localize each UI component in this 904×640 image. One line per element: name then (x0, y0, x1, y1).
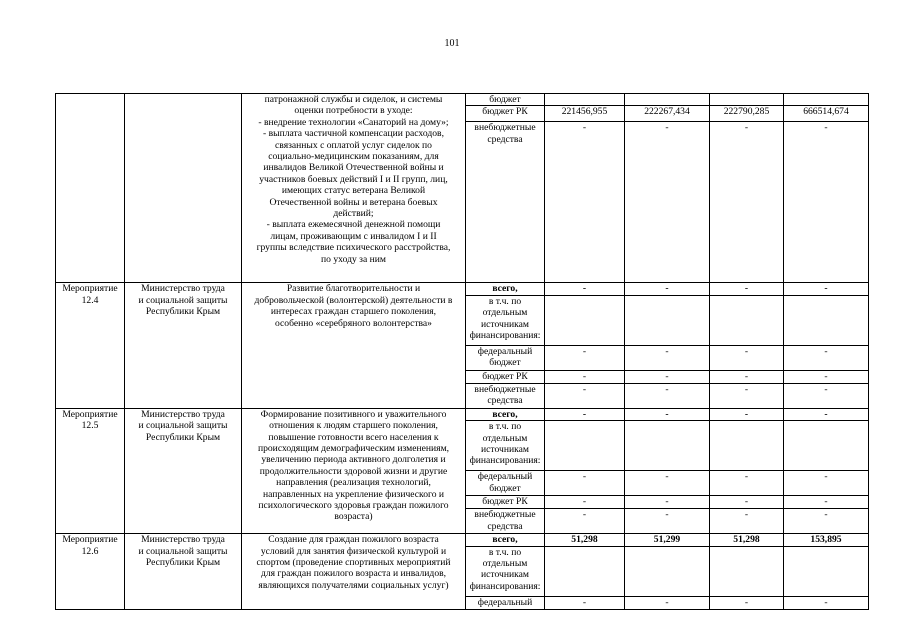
measure-label: Мероприятие 12.4 (56, 283, 125, 408)
amount-cell: 51,298 (710, 534, 784, 546)
funding-source: внебюджетные средства (466, 383, 545, 408)
amount-cell: - (710, 471, 784, 496)
amount-cell (784, 94, 869, 106)
amount-cell (710, 421, 784, 471)
responsible-department: Министерство труда и социальной защиты Республики Крым (125, 408, 242, 533)
table-row (56, 408, 869, 420)
funding-source: федеральный бюджет (466, 345, 545, 370)
amount-cell: - (784, 370, 869, 383)
amount-cell: - (625, 596, 710, 609)
responsible-department: Министерство труда и социальной защиты Республики Крым (125, 534, 242, 609)
department-empty (125, 94, 242, 283)
amount-cell: - (784, 496, 869, 509)
amount-cell: - (784, 471, 869, 496)
amount-cell (545, 295, 625, 345)
amount-cell: - (710, 370, 784, 383)
measure-description: Создание для граждан пожилого возраста условий для занятия физической культурой и спортом (проведение спортивных мероприятий для граждан пожилого возраста и инвалидов, являющихся получателями социальных услуг) (242, 534, 466, 609)
amount-cell: - (545, 370, 625, 383)
amount-cell: - (545, 509, 625, 534)
amount-cell: - (784, 383, 869, 408)
amount-cell (625, 421, 710, 471)
funding-source: бюджет РК (466, 106, 545, 122)
funding-source: всего, (466, 408, 545, 420)
amount-cell (784, 421, 869, 471)
responsible-department: Министерство труда и социальной защиты Республики Крым (125, 283, 242, 408)
amount-cell (710, 295, 784, 345)
amount-cell: - (710, 345, 784, 370)
amount-cell: - (710, 122, 784, 283)
funding-source: в т.ч. по отдельным источникам финансирования: (466, 546, 545, 596)
amount-cell: - (545, 408, 625, 420)
amount-cell (545, 421, 625, 471)
amount-cell: - (784, 283, 869, 295)
amount-cell (710, 546, 784, 596)
amount-cell: - (710, 383, 784, 408)
funding-source: в т.ч. по отдельным источникам финансирования: (466, 421, 545, 471)
amount-cell: - (625, 122, 710, 283)
table-row (56, 94, 869, 106)
amount-cell: - (710, 509, 784, 534)
amount-cell (784, 546, 869, 596)
funding-source: федеральный бюджет (466, 471, 545, 496)
amount-cell: 51,299 (625, 534, 710, 546)
amount-cell: - (545, 383, 625, 408)
amount-cell: - (784, 408, 869, 420)
funding-source: внебюджетные средства (466, 509, 545, 534)
amount-cell (625, 94, 710, 106)
measure-description: Развитие благотворительности и добровольческой (волонтерской) деятельности в интересах граждан старшего поколения, особенно «серебряного волонтерства» (242, 283, 466, 408)
amount-cell: - (710, 496, 784, 509)
amount-cell: - (710, 596, 784, 609)
table-row (56, 534, 869, 546)
amount-cell: - (625, 408, 710, 420)
amount-cell (784, 295, 869, 345)
funding-source: всего, (466, 534, 545, 546)
amount-cell: 221456,955 (545, 106, 625, 122)
amount-cell: - (625, 383, 710, 408)
amount-cell: - (784, 596, 869, 609)
amount-cell (545, 546, 625, 596)
amount-cell: - (545, 122, 625, 283)
amount-cell: - (545, 283, 625, 295)
measure-label: Мероприятие 12.6 (56, 534, 125, 609)
amount-cell: 222267,434 (625, 106, 710, 122)
amount-cell: - (784, 509, 869, 534)
funding-source: бюджет (466, 94, 545, 106)
amount-cell: - (625, 471, 710, 496)
page-number: 101 (444, 38, 460, 49)
amount-cell: 222790,285 (710, 106, 784, 122)
funding-source: бюджет РК (466, 370, 545, 383)
amount-cell: 153,895 (784, 534, 869, 546)
amount-cell: - (784, 122, 869, 283)
amount-cell: - (545, 596, 625, 609)
funding-source: внебюджетные средства (466, 122, 545, 283)
amount-cell (625, 546, 710, 596)
amount-cell: - (625, 283, 710, 295)
amount-cell: - (545, 471, 625, 496)
amount-cell: - (545, 496, 625, 509)
amount-cell: - (710, 408, 784, 420)
program-budget-table (55, 93, 869, 610)
funding-source: бюджет РК (466, 496, 545, 509)
amount-cell: - (625, 509, 710, 534)
amount-cell: - (625, 345, 710, 370)
amount-cell (710, 94, 784, 106)
amount-cell: - (710, 283, 784, 295)
amount-cell: - (625, 496, 710, 509)
table-row (56, 283, 869, 295)
amount-cell (625, 295, 710, 345)
amount-cell (545, 94, 625, 106)
measure-description: патронажной службы и сиделок, и системы оценки потребности в уходе: - внедрение технологии «Санаторий на дому»; - выплата частичной компенсации расходов, связанных с оплатой услуг сиделок по социально-медицинским показаниям, для инвалидов Великой Отечественной войны и участников боевых действий I и II групп, лиц, имеющих статус ветерана Великой Отечественной войны и ветерана боевых действий; - выплата ежемесячной денежной помощи лицам, проживающим с инвалидом I и II группы вследствие психического расстройства, по уходу за ним (242, 94, 466, 283)
measure-description: Формирование позитивного и уважительного отношения к людям старшего поколения, повышение готовности всего населения к происходящим демографическим изменениям, увеличению периода активного долголетия и продолжительности здоровой жизни и другие направления (реализация технологий, направленных на укрепление физического и психологического здоровья граждан пожилого возраста) (242, 408, 466, 533)
amount-cell: - (625, 370, 710, 383)
funding-source: всего, (466, 283, 545, 295)
funding-source: федеральный (466, 596, 545, 609)
amount-cell: - (545, 345, 625, 370)
amount-cell: 666514,674 (784, 106, 869, 122)
amount-cell: - (784, 345, 869, 370)
measure-label-empty (56, 94, 125, 283)
funding-source: в т.ч. по отдельным источникам финансирования: (466, 295, 545, 345)
amount-cell: 51,298 (545, 534, 625, 546)
measure-label: Мероприятие 12.5 (56, 408, 125, 533)
